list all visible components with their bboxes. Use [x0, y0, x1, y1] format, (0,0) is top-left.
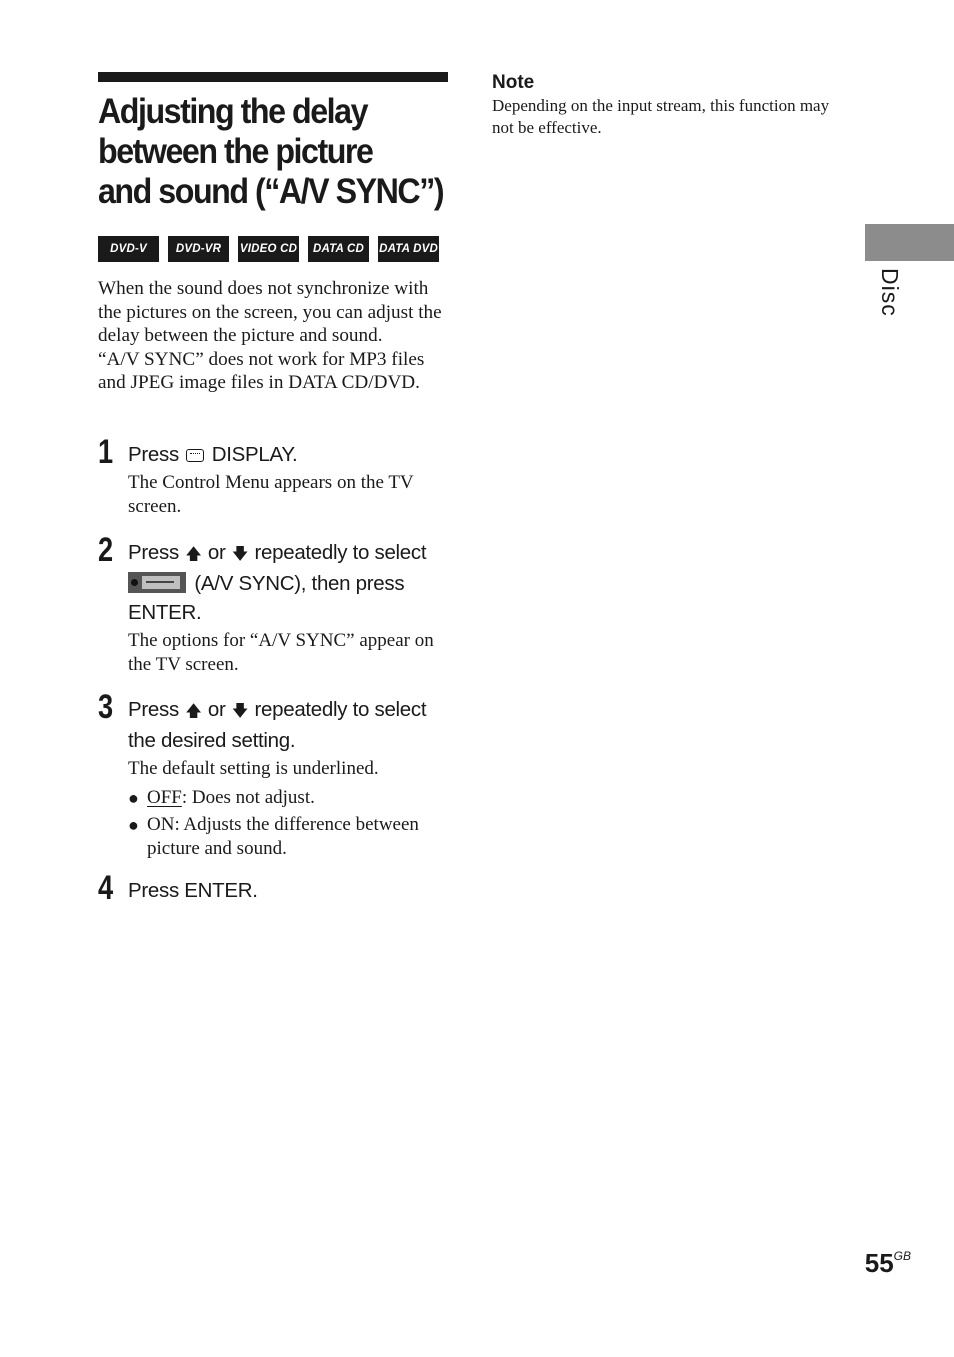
- step-heading: Press ENTER.: [128, 879, 258, 902]
- page-number-suffix: GB: [893, 1249, 911, 1263]
- press-word: Press: [128, 443, 179, 466]
- step-heading-after-icon: (A/V SYNC), then press ENTER.: [128, 572, 405, 624]
- av-sync-icon: [128, 572, 186, 593]
- step-number: 3: [98, 688, 114, 726]
- step-number: 2: [98, 531, 114, 569]
- step-description: [128, 757, 458, 861]
- section-tab-label: Disc: [877, 268, 903, 317]
- intro-paragraph-1: When the sound does not synchronize with the pictures on the screen, you can adjust the delay between the picture and sound.: [98, 278, 442, 347]
- step-number: 4: [98, 869, 114, 907]
- step-description: The options for “A/V SYNC” appear on the TV screen.: [128, 630, 434, 675]
- note-heading: Note: [492, 72, 535, 93]
- section-tab: [865, 224, 954, 261]
- disc-type-badges: [98, 236, 439, 262]
- badge-dvd-vr: DVD-VR: [168, 236, 229, 262]
- badge-data-cd: DATA CD: [308, 236, 369, 262]
- page-title: [98, 92, 444, 212]
- option-off: [128, 786, 458, 810]
- press-word: Press: [128, 698, 179, 721]
- bullet-icon: ●: [128, 814, 139, 835]
- step-heading: [128, 695, 458, 755]
- option-text: : Adjusts the difference between picture and sound.: [147, 813, 419, 859]
- badge-data-dvd: DATA DVD: [378, 236, 439, 262]
- step-heading: [128, 440, 458, 469]
- default-note: The default setting is underlined.: [128, 758, 379, 779]
- title-line-2: between the picture: [98, 132, 373, 171]
- intro-text: [98, 277, 453, 395]
- press-word: Press: [128, 541, 179, 564]
- option-key: ON: [147, 813, 175, 835]
- page-number-value: 55: [864, 1248, 894, 1278]
- title-line-3: and sound (“A/V SYNC”): [98, 172, 444, 211]
- arrow-down-icon: 🡇: [231, 703, 249, 720]
- or-word: or: [207, 698, 226, 721]
- option-key: OFF: [147, 786, 182, 808]
- bullet-icon: ●: [128, 787, 139, 808]
- title-rule: [98, 72, 448, 82]
- badge-video-cd: VIDEO CD: [238, 236, 299, 262]
- or-word: or: [207, 541, 226, 564]
- arrow-down-icon: 🡇: [231, 546, 249, 563]
- arrow-up-icon: 🡅: [185, 703, 202, 720]
- option-text: : Does not adjust.: [181, 786, 315, 808]
- note-text: Depending on the input stream, this function may not be effective.: [492, 96, 830, 137]
- display-label: DISPLAY.: [211, 443, 298, 466]
- step-number: 1: [98, 433, 114, 471]
- step-description: The Control Menu appears on the TV screen.: [128, 472, 414, 517]
- badge-dvd-v: DVD-V: [98, 236, 159, 262]
- arrow-up-icon: 🡅: [185, 546, 202, 563]
- intro-paragraph-2: “A/V SYNC” does not work for MP3 files and JPEG image files in DATA CD/DVD.: [98, 348, 425, 394]
- step-2: [98, 531, 458, 676]
- title-line-1: Adjusting the delay: [98, 92, 368, 131]
- note-box: [492, 70, 837, 138]
- step-heading-rest: repeatedly to select: [254, 541, 427, 564]
- step-4: [98, 869, 458, 907]
- step-1: [98, 433, 458, 518]
- step-heading: [128, 538, 458, 627]
- page-number: [865, 1248, 911, 1279]
- option-list: [128, 786, 458, 861]
- option-on: [128, 813, 458, 861]
- step-heading-rest: repeatedly to select the desired setting.: [128, 698, 427, 752]
- step-3: [98, 688, 458, 864]
- display-button-icon: [186, 449, 204, 462]
